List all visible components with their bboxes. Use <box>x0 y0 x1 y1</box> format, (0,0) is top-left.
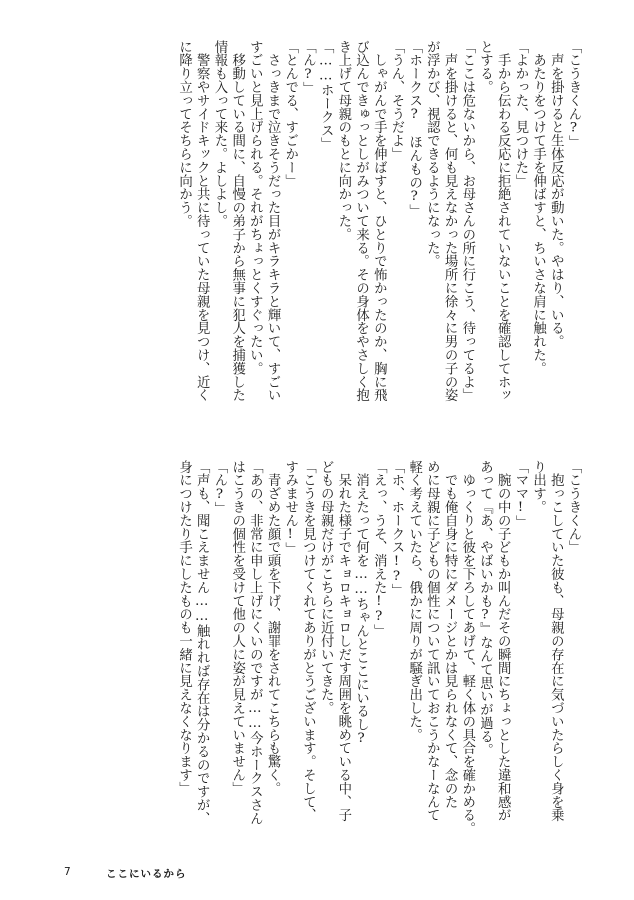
text-line: き上げて母親のもとに向かった。 <box>335 40 351 241</box>
text-line: 「とんでる、すごかー」 <box>282 40 298 188</box>
text-block-bottom <box>55 460 582 835</box>
text-line: 抱っこしていた彼も、母親の存在に気づいたらしく身を乗 <box>548 460 564 822</box>
text-line: 「こうきを見つけてくれてありがとうございます。そして、 <box>300 460 316 822</box>
text-line: さっきまで泣きそうだった目がキラキラと輝いて、すごい <box>265 40 281 402</box>
text-line: どもの母親だけがこちらに近付いてきた。 <box>318 460 334 715</box>
text-line: 「こうきくん?」 <box>566 40 581 149</box>
text-line: 「ここは危ないから、お母さんの所に行こう、待ってるよ」 <box>459 40 475 402</box>
text-line: 軽く考えていたら、俄かに周りが騒ぎ出した。 <box>406 460 422 742</box>
text-line: 情報も入って来た。よしよし。 <box>211 40 227 228</box>
text-line: 「よかった、見つけた」 <box>512 40 528 188</box>
running-title: ここにいるから <box>106 868 187 880</box>
text-line: 移動している間に、自慢の弟子から無事に犯人を捕獲した <box>229 40 245 402</box>
text-line: が浮かび、視認できるようになった。 <box>424 40 440 268</box>
text-line: 消えたって何を……ちゃんとここにいるし? <box>353 460 369 747</box>
text-line: り出す。 <box>530 460 546 514</box>
text-line: 腕の中の子どもか叫んだその瞬間にちょっとした違和感が <box>495 460 511 822</box>
text-line: めに母親に子どもの個性について訊いておこうかなーなんて <box>424 460 440 822</box>
text-line: 「声も、聞こえません……触れれば存在は分かるのですが、 <box>194 460 210 825</box>
text-line: 「ん?」 <box>300 40 316 96</box>
text-block-top <box>62 40 582 415</box>
text-line: しゃがんで手を伸ばすと、ひとりで怖かったのか、胸に飛 <box>371 40 387 402</box>
text-line: すごいと見上げられる。それがちょっとくすぐったい。 <box>247 40 263 375</box>
text-line: 「えっ、うそ、消えた!?」 <box>371 460 387 638</box>
text-line: 声を掛けると、何も見えなかった場所に徐々に男の子の姿 <box>442 40 458 402</box>
text-line: 「うん、そうだよ」 <box>388 40 404 161</box>
text-line: 声を掛けると生体反応が動いた。やはり、いる。 <box>548 40 564 349</box>
text-line: 「あの、非常に申し上げにくいのですが……今ホークスさん <box>247 460 263 825</box>
text-line: すみません!」 <box>282 460 298 556</box>
text-line: あたりをつけて手を伸ばすと、ちいさな肩に触れた。 <box>530 40 546 375</box>
text-line: に降り立ってそちらに向かう。 <box>176 40 192 228</box>
page-number: 7 <box>64 866 71 878</box>
text-line: 警察やサイドキックと共に待っていた母親を見つけ、近く <box>194 40 210 402</box>
text-line: 手から伝わる反応に拒絶されていないことを確認してホッ <box>495 40 511 402</box>
text-line: 「ホークス? ほんもの?」 <box>406 40 422 218</box>
text-line: 「こうきくん」 <box>566 460 581 554</box>
text-line: 「ん?」 <box>211 460 227 516</box>
text-line: 「ホ、ホークス!?」 <box>388 460 404 598</box>
text-line: 身につけたり手にしたものも一緒に見えなくなります」 <box>176 460 192 795</box>
text-line: 「ママ!」 <box>512 460 528 529</box>
text-line: び込んできゅっとしがみついて来る。その身体をやさしく抱 <box>353 40 369 402</box>
text-line: はこうきの個性を受けて他の人に姿が見えていません」 <box>229 460 245 795</box>
text-line: あって『あ、やばいかも?』なんて思いが過る。 <box>477 460 493 757</box>
text-line: 呆れた様子でキョロキョロしだす周囲を眺めている中、子 <box>335 460 351 822</box>
text-line: ゆっくりと彼を下ろしてあげて、軽く体の具合を確かめる。 <box>459 460 475 835</box>
text-line: でも俺自身に特にダメージとかは見られなくて、念のた <box>442 460 458 809</box>
text-line: とする。 <box>477 40 493 94</box>
text-line: 青ざめた顔で頭を下げ、謝罪をされてこちらも驚く。 <box>265 460 281 795</box>
text-line: 「……ホークス」 <box>318 40 334 151</box>
